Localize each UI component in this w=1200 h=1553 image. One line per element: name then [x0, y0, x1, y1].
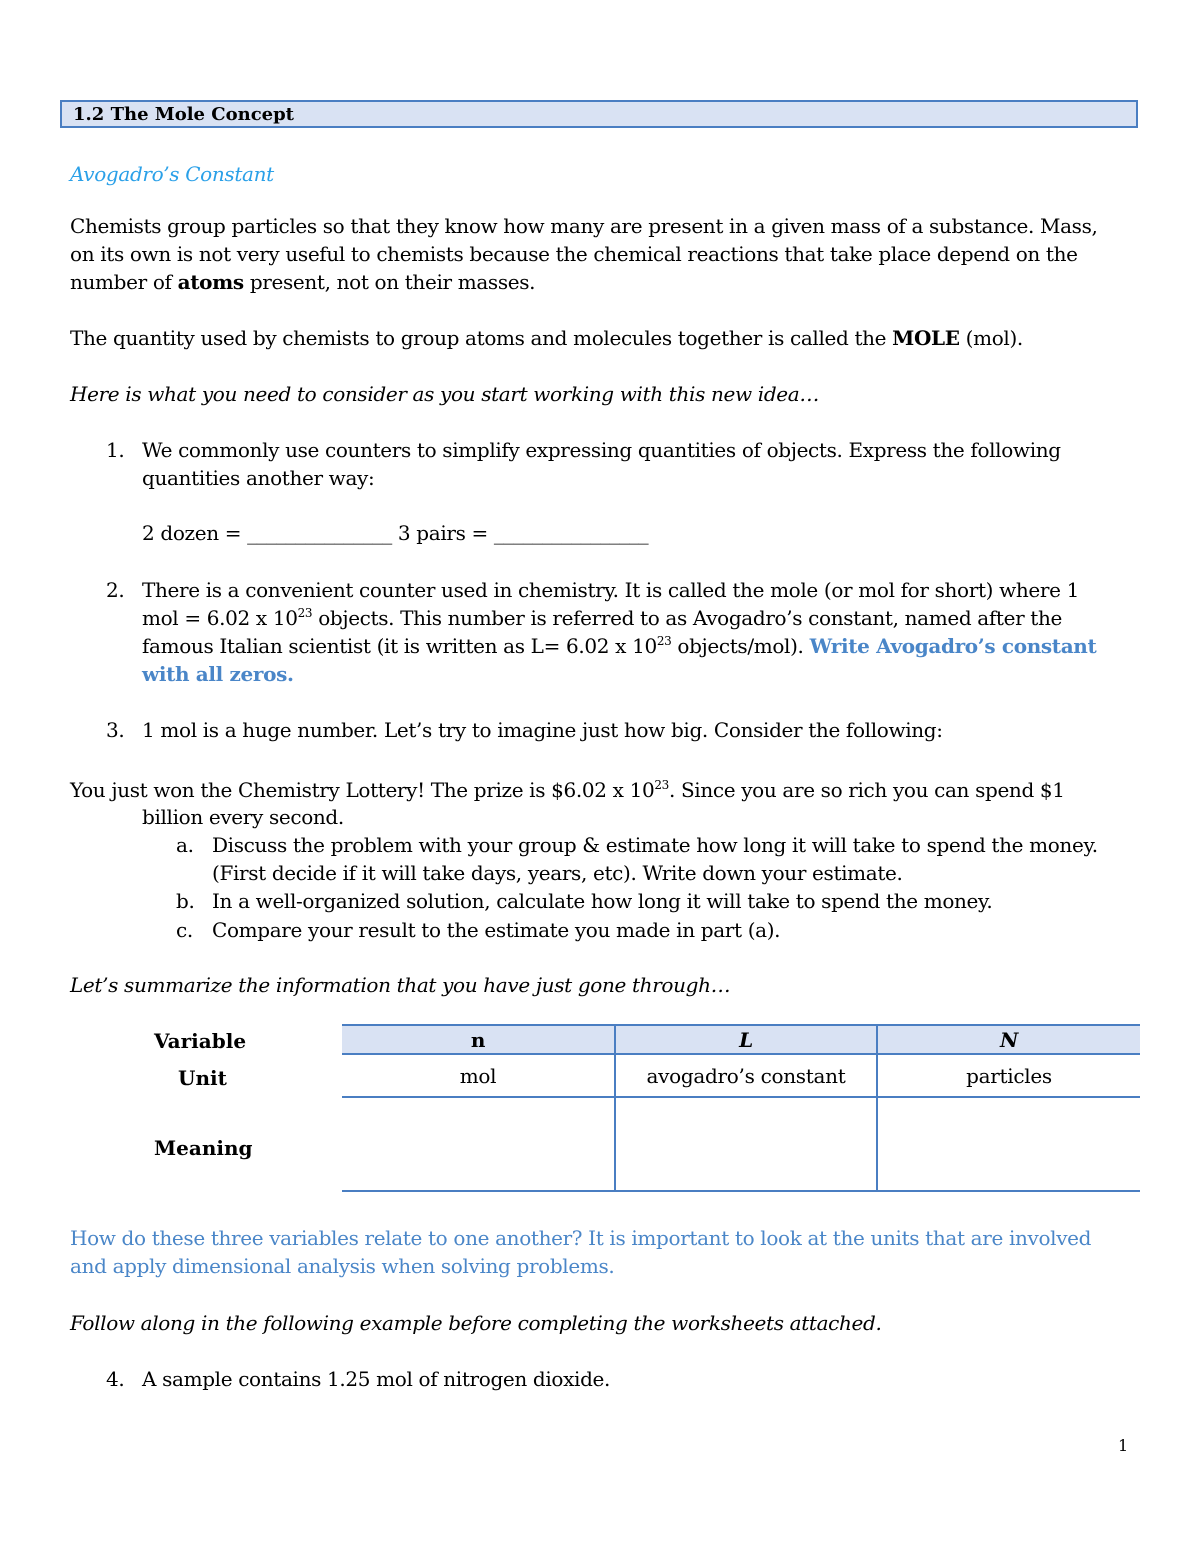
q1-text [142, 436, 1061, 492]
lottery-exponent: 23 [654, 778, 669, 792]
q2-exponent-2: 23 [656, 634, 672, 648]
intro-line-1: Chemists group particles so that they know how many are present in a given mass of a substance. Mass, [70, 214, 1098, 238]
q2-line-3 [142, 632, 1096, 660]
row-label-variable: Variable [154, 1029, 247, 1053]
meaning-n-cell[interactable] [342, 1097, 615, 1191]
intro-line-3-start: number of [70, 270, 178, 294]
q2-number: 2. [106, 578, 125, 602]
q2-line-3-start: famous Italian scientist (it is written as L= 6.02 x 10 [142, 634, 657, 658]
q1-blanks: 2 dozen = _______________ 3 pairs = ________________ [142, 521, 649, 545]
part-a-text [212, 831, 1098, 887]
q4-text: A sample contains 1.25 mol of nitrogen dioxide. [142, 1367, 611, 1391]
q2-line-2-end: objects. This number is referred to as Avogadro’s constant, named after the [312, 606, 1063, 630]
q2-text [142, 576, 1096, 688]
header-N: N [877, 1025, 1140, 1054]
lottery-line-2: billion every second. [142, 805, 344, 829]
mole-definition [70, 324, 1023, 352]
q2-exponent-1: 23 [297, 606, 313, 620]
part-a-label: a. [176, 833, 194, 857]
q2-line-2-start: mol = 6.02 x 10 [142, 606, 298, 630]
part-c-text: Compare your result to the estimate you made in part (a). [212, 918, 781, 942]
intro-paragraph [70, 212, 1098, 296]
variables-table [342, 1024, 1140, 1192]
relate-line-2: and apply dimensional analysis when solving problems. [70, 1254, 615, 1278]
q2-line-2 [142, 604, 1096, 632]
unit-L: avogadro’s constant [615, 1054, 877, 1097]
follow-line: Follow along in the following example before completing the worksheets attached. [70, 1311, 882, 1335]
part-b-text: In a well-organized solution, calculate how long it will take to spend the money. [212, 889, 993, 913]
q2-line-1: There is a convenient counter used in chemistry. It is called the mole (or mol for short) where 1 [142, 578, 1079, 602]
q1-number: 1. [106, 438, 125, 462]
table-meaning-row [342, 1097, 1140, 1191]
table-header-row [342, 1025, 1140, 1054]
lottery-line-1-end: . Since you are so rich you can spend $1 [668, 778, 1065, 802]
table-unit-row [342, 1054, 1140, 1097]
part-c-label: c. [176, 918, 193, 942]
row-label-meaning: Meaning [154, 1136, 253, 1160]
subsection-title: Avogadro’s Constant [70, 162, 274, 186]
q4-number: 4. [106, 1367, 125, 1391]
intro-line-3 [70, 268, 1098, 296]
q2-instruction-blue: Write Avogadro’s constant [809, 634, 1097, 658]
relate-line-1: How do these three variables relate to one another? It is important to look at the units that are involved [70, 1226, 1092, 1250]
mole-definition-start: The quantity used by chemists to group atoms and molecules together is called the [70, 326, 893, 350]
intro-line-3-end: present, not on their masses. [243, 270, 536, 294]
part-a-line-2: (First decide if it will take days, years, etc). Write down your estimate. [212, 861, 903, 885]
q1-line-1: We commonly use counters to simplify expressing quantities of objects. Express the following [142, 438, 1061, 462]
unit-N: particles [877, 1054, 1140, 1097]
row-label-unit: Unit [178, 1066, 227, 1090]
q2-instruction-blue-2: with all zeros. [142, 662, 294, 686]
header-n: n [342, 1025, 615, 1054]
part-a-line-1: Discuss the problem with your group & estimate how long it will take to spend the money. [212, 833, 1098, 857]
q1-line-2: quantities another way: [142, 466, 375, 490]
section-header-box [60, 100, 1138, 128]
meaning-N-cell[interactable] [877, 1097, 1140, 1191]
mole-bold: MOLE [892, 326, 960, 350]
q3-text: 1 mol is a huge number. Let’s try to imagine just how big. Consider the following: [142, 718, 943, 742]
q2-line-3-mid: objects/mol). [671, 634, 810, 658]
lottery-line-1-start: You just won the Chemistry Lottery! The prize is $6.02 x 10 [70, 778, 655, 802]
mole-definition-end: (mol). [959, 326, 1023, 350]
summary-line: Let’s summarize the information that you have just gone through… [70, 973, 731, 997]
intro-line-2: on its own is not very useful to chemists because the chemical reactions that take place depend on the [70, 242, 1078, 266]
page-number: 1 [1118, 1436, 1129, 1455]
relate-paragraph [70, 1224, 1091, 1280]
unit-n: mol [342, 1054, 615, 1097]
meaning-L-cell[interactable] [615, 1097, 877, 1191]
consider-line: Here is what you need to consider as you start working with this new idea… [70, 382, 819, 406]
q3-number: 3. [106, 718, 125, 742]
section-header-title: 1.2 The Mole Concept [73, 104, 295, 125]
atoms-bold: atoms [177, 270, 244, 294]
header-L: L [615, 1025, 877, 1054]
lottery-line-1 [70, 776, 1065, 804]
part-b-label: b. [176, 889, 195, 913]
